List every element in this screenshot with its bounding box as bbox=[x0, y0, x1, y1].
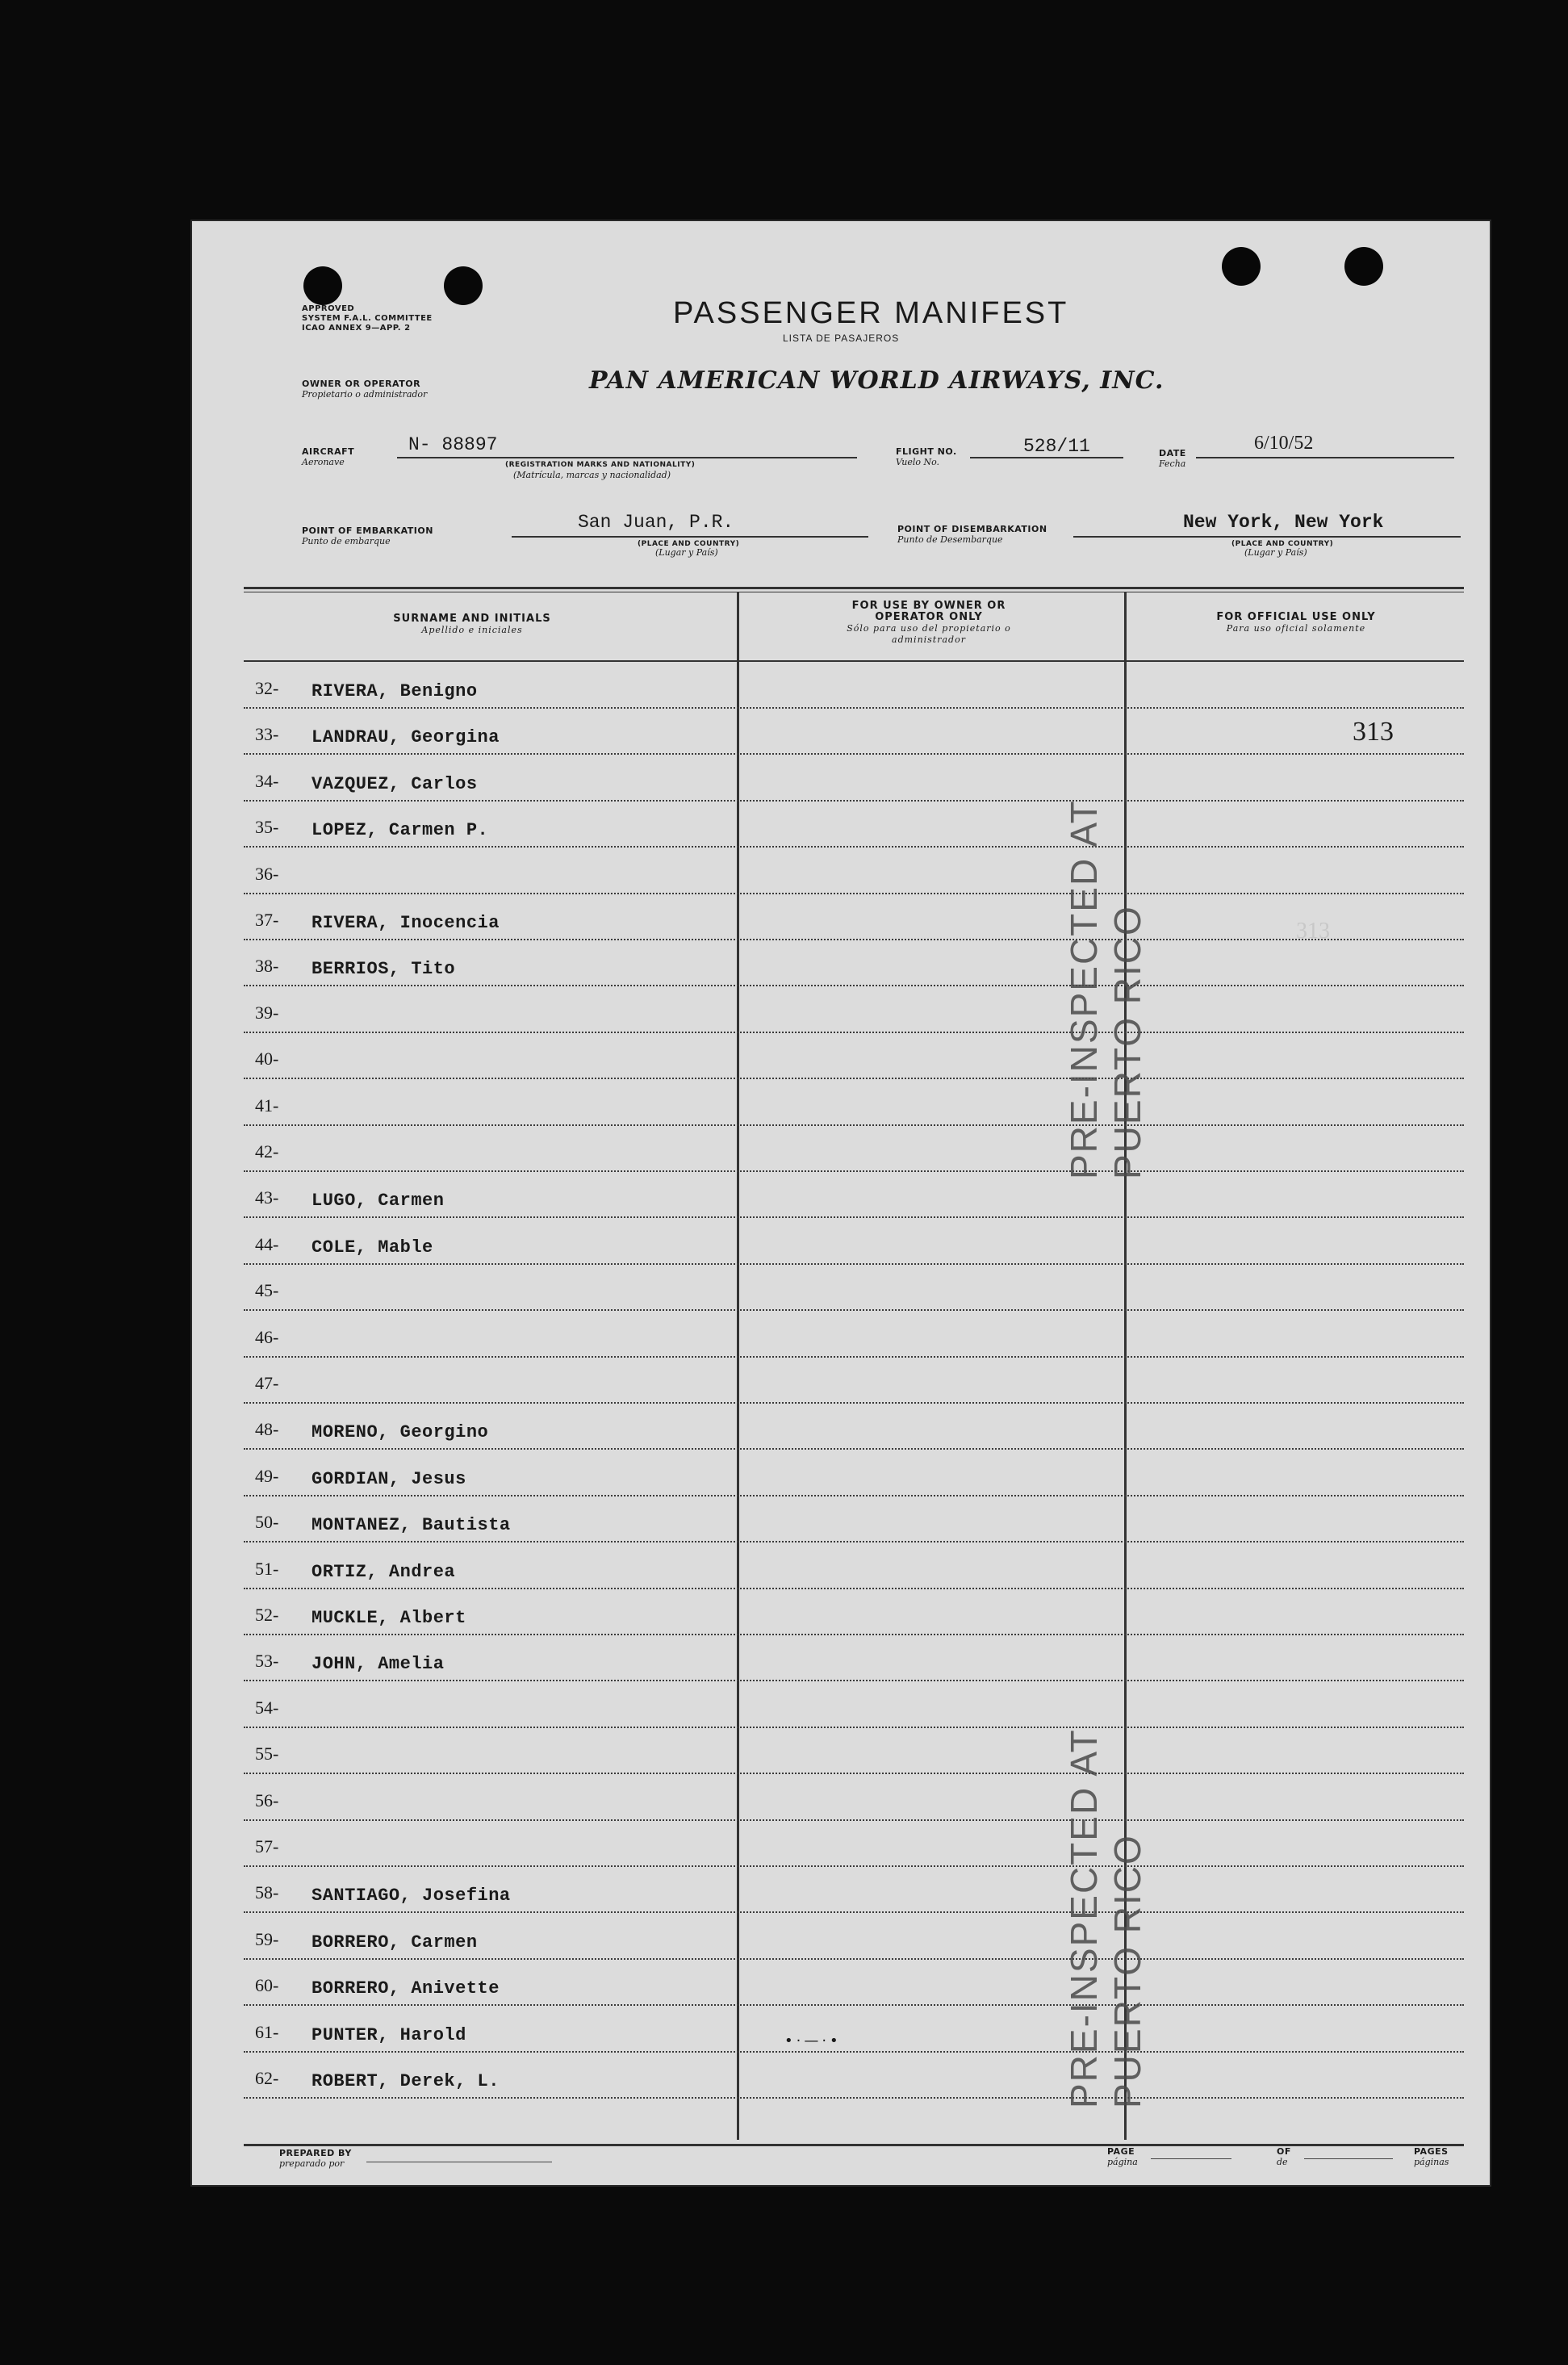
row-rule bbox=[244, 1680, 1464, 1681]
pages-label: PAGES páginas bbox=[1414, 2146, 1449, 2167]
preinspection-stamp: PRE-INSPECTED AT PUERTO RICO bbox=[1063, 1729, 1148, 2108]
column-divider bbox=[737, 592, 739, 2140]
row-rule bbox=[244, 1448, 1464, 1450]
date-label: DATE Fecha bbox=[1159, 448, 1186, 469]
row-number: 42- bbox=[255, 1141, 279, 1162]
row-rule bbox=[244, 1541, 1464, 1542]
passenger-name: PUNTER, Harold bbox=[312, 2024, 466, 2045]
disembark-place-note: (PLACE AND COUNTRY) bbox=[1231, 540, 1334, 548]
row-rule bbox=[244, 1727, 1464, 1728]
punch-hole bbox=[1344, 247, 1383, 286]
disembark-place-note-es: (Lugar y País) bbox=[1244, 547, 1307, 558]
row-rule bbox=[244, 800, 1464, 802]
flight-value: 528/11 bbox=[1023, 436, 1090, 457]
page-line bbox=[1151, 2158, 1231, 2159]
aircraft-label: AIRCRAFT Aeronave bbox=[302, 446, 355, 467]
embark-value: San Juan, P.R. bbox=[578, 512, 734, 533]
passenger-name: LUGO, Carmen bbox=[312, 1191, 445, 1212]
row-number: 61- bbox=[255, 2021, 279, 2042]
row-number: 57- bbox=[255, 1836, 279, 1856]
row-rule bbox=[244, 1170, 1464, 1172]
row-rule bbox=[244, 2004, 1464, 2006]
row-number: 59- bbox=[255, 1928, 279, 1949]
passenger-name: RIVERA, Inocencia bbox=[312, 913, 500, 933]
registration-note: (REGISTRATION MARKS AND NATIONALITY) bbox=[505, 461, 696, 469]
row-number: 52- bbox=[255, 1605, 279, 1625]
row-rule bbox=[244, 1865, 1464, 1867]
column-header-owner-use: FOR USE BY OWNER OR OPERATOR ONLY Sólo para uso del propietario o administrador bbox=[847, 600, 1011, 645]
aircraft-line bbox=[397, 457, 857, 458]
registration-note-es: (Matrícula, marcas y nacionalidad) bbox=[513, 470, 671, 480]
passenger-name: LANDRAU, Georgina bbox=[312, 727, 500, 748]
passenger-name: ORTIZ, Andrea bbox=[312, 1561, 456, 1582]
row-number: 54- bbox=[255, 1697, 279, 1718]
passenger-name: RIVERA, Benigno bbox=[312, 681, 478, 701]
row-number: 41- bbox=[255, 1095, 279, 1116]
passenger-name: MUCKLE, Albert bbox=[312, 1608, 466, 1628]
passenger-name: SANTIAGO, Josefina bbox=[312, 1886, 511, 1907]
embark-label: POINT OF EMBARKATION Punto de embarque bbox=[302, 525, 433, 546]
embark-line bbox=[512, 536, 868, 538]
row-number: 49- bbox=[255, 1465, 279, 1486]
official-number-faint: 313 bbox=[1296, 919, 1330, 944]
row-rule bbox=[244, 1819, 1464, 1821]
row-rule bbox=[244, 1356, 1464, 1358]
approval-note: APPROVED SYSTEM F.A.L. COMMITTEE ICAO ANNEX 9—APP. 2 bbox=[302, 304, 433, 333]
row-number: 39- bbox=[255, 1002, 279, 1023]
row-rule bbox=[244, 707, 1464, 709]
row-number: 34- bbox=[255, 770, 279, 791]
aircraft-value: N- 88897 bbox=[408, 434, 498, 455]
row-number: 58- bbox=[255, 1882, 279, 1903]
row-number: 36- bbox=[255, 863, 279, 884]
disembark-label: POINT OF DISEMBARKATION Punto de Desembarque bbox=[897, 524, 1047, 545]
owner-label: OWNER OR OPERATOR Propietario o administrador bbox=[302, 379, 428, 400]
column-header-official: FOR OFFICIAL USE ONLY Para uso oficial solamente bbox=[1216, 611, 1376, 634]
form-title: PASSENGER MANIFEST bbox=[673, 296, 1069, 330]
row-rule bbox=[244, 753, 1464, 755]
row-rule bbox=[244, 1634, 1464, 1635]
header-bottom-rule bbox=[244, 660, 1464, 662]
row-rule bbox=[244, 1402, 1464, 1404]
date-line bbox=[1196, 457, 1454, 458]
row-rule bbox=[244, 1958, 1464, 1960]
preinspection-stamp: PRE-INSPECTED AT PUERTO RICO bbox=[1063, 800, 1148, 1179]
row-number: 37- bbox=[255, 910, 279, 930]
owner-name: PAN AMERICAN WORLD AIRWAYS, INC. bbox=[589, 366, 1165, 395]
passenger-name: BERRIOS, Tito bbox=[312, 959, 456, 980]
flight-line bbox=[970, 457, 1123, 458]
row-rule bbox=[244, 2051, 1464, 2053]
punch-hole bbox=[1222, 247, 1261, 286]
row-rule bbox=[244, 1124, 1464, 1126]
punch-hole bbox=[303, 266, 342, 305]
row-rule bbox=[244, 1216, 1464, 1218]
punch-hole bbox=[444, 266, 483, 305]
row-number: 40- bbox=[255, 1049, 279, 1069]
row-rule bbox=[244, 985, 1464, 986]
passenger-name: BORRERO, Anivette bbox=[312, 1978, 500, 1999]
of-label: OF de bbox=[1277, 2146, 1291, 2167]
passenger-name: GORDIAN, Jesus bbox=[312, 1468, 466, 1489]
column-header-surname: SURNAME AND INITIALS Apellido e iniciales bbox=[393, 613, 551, 635]
page-label: PAGE página bbox=[1107, 2146, 1138, 2167]
row-number: 47- bbox=[255, 1373, 279, 1393]
row-number: 33- bbox=[255, 724, 279, 745]
row-rule bbox=[244, 939, 1464, 940]
row-rule bbox=[244, 1588, 1464, 1589]
row-number: 32- bbox=[255, 678, 279, 698]
embark-place-note: (PLACE AND COUNTRY) bbox=[638, 540, 740, 548]
row-number: 60- bbox=[255, 1975, 279, 1996]
row-rule bbox=[244, 1078, 1464, 1079]
row-number: 38- bbox=[255, 956, 279, 977]
passenger-name: BORRERO, Carmen bbox=[312, 1932, 478, 1953]
of-line bbox=[1304, 2158, 1393, 2159]
row-number: 35- bbox=[255, 817, 279, 838]
row-number: 44- bbox=[255, 1233, 279, 1254]
row-number: 45- bbox=[255, 1280, 279, 1301]
mark-dots: •·—·• bbox=[784, 2032, 842, 2049]
row-rule bbox=[244, 1032, 1464, 1033]
row-number: 53- bbox=[255, 1651, 279, 1672]
manifest-page bbox=[190, 220, 1491, 2187]
flight-label: FLIGHT NO. Vuelo No. bbox=[896, 446, 957, 467]
row-rule bbox=[244, 846, 1464, 848]
passenger-name: VAZQUEZ, Carlos bbox=[312, 773, 478, 794]
passenger-name: LOPEZ, Carmen P. bbox=[312, 820, 489, 841]
row-number: 46- bbox=[255, 1326, 279, 1347]
passenger-name: ROBERT, Derek, L. bbox=[312, 2071, 500, 2091]
official-number: 313 bbox=[1353, 717, 1394, 747]
row-number: 55- bbox=[255, 1743, 279, 1764]
passenger-name: JOHN, Amelia bbox=[312, 1654, 445, 1675]
passenger-name: MONTANEZ, Bautista bbox=[312, 1515, 511, 1536]
row-number: 56- bbox=[255, 1789, 279, 1810]
disembark-line bbox=[1073, 536, 1461, 538]
row-number: 43- bbox=[255, 1187, 279, 1208]
row-rule bbox=[244, 1495, 1464, 1496]
row-rule bbox=[244, 2097, 1464, 2099]
passenger-name: MORENO, Georgino bbox=[312, 1422, 489, 1443]
header-top-rule bbox=[244, 587, 1464, 589]
row-rule bbox=[244, 1263, 1464, 1265]
prepared-by-label: PREPARED BY preparado por bbox=[279, 2148, 352, 2169]
disembark-value: New York, New York bbox=[1183, 512, 1384, 533]
row-number: 51- bbox=[255, 1558, 279, 1579]
row-number: 62- bbox=[255, 2068, 279, 2088]
embark-place-note-es: (Lugar y País) bbox=[655, 547, 718, 558]
row-rule bbox=[244, 1309, 1464, 1311]
row-rule bbox=[244, 1911, 1464, 1913]
row-number: 50- bbox=[255, 1512, 279, 1533]
passenger-name: COLE, Mable bbox=[312, 1237, 433, 1258]
form-subtitle: LISTA DE PASAJEROS bbox=[783, 333, 900, 344]
row-rule bbox=[244, 1773, 1464, 1774]
row-rule bbox=[244, 893, 1464, 894]
date-value: 6/10/52 bbox=[1254, 433, 1314, 454]
row-number: 48- bbox=[255, 1419, 279, 1440]
